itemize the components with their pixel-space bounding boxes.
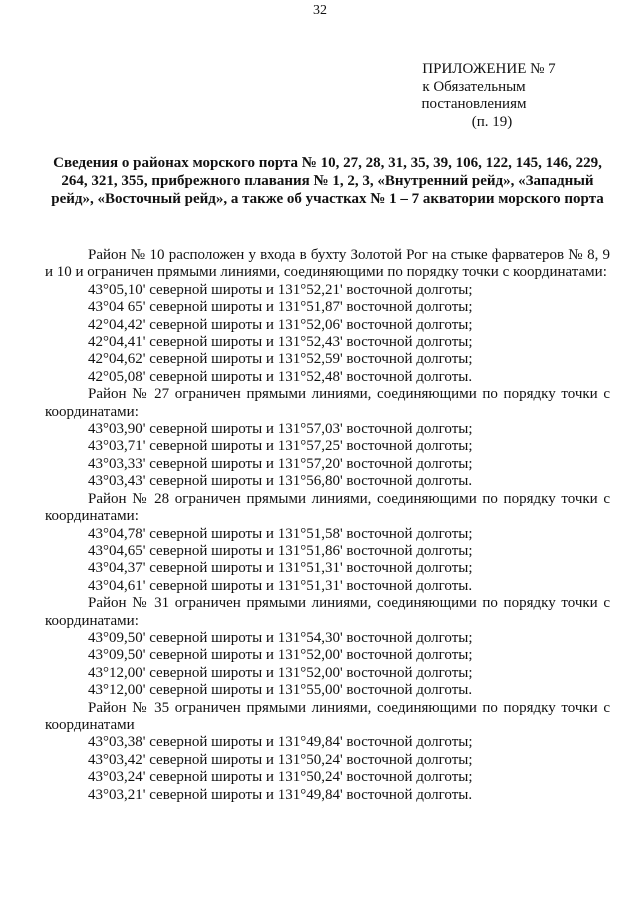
coordinate-line: 43°03,71' северной широты и 131°57,25' восточной долготы; (88, 438, 473, 455)
district-description: Район № 10 расположен у входа в бухту Золотой Рог на стыке фарватеров № 8, 9 и 10 и ограничен прямыми линиями, соединяющими по порядку точки с координатами: (45, 247, 610, 281)
appendix-header (383, 61, 565, 131)
coordinate-line: 43°09,50' северной широты и 131°52,00' восточной долготы; (88, 647, 473, 664)
coordinate-line: 43°12,00' северной широты и 131°52,00' восточной долготы; (88, 664, 473, 681)
district-section (45, 491, 610, 595)
page-number: 32 (313, 3, 327, 18)
coordinate-line: 43°04,61' северной широты и 131°51,31' восточной долготы. (88, 577, 473, 594)
coordinate-line: 42°04,41' северной широты и 131°52,43' восточной долготы; (88, 334, 473, 351)
district-description: Район № 27 ограничен прямыми линиями, соединяющими по порядку точки с координатами: (45, 386, 610, 420)
coordinate-line: 43°05,10' северной широты и 131°52,21' восточной долготы; (88, 281, 473, 298)
coordinate-line: 43°09,50' северной широты и 131°54,30' восточной долготы; (88, 629, 473, 646)
coordinate-line: 42°04,42' северной широты и 131°52,06' восточной долготы; (88, 316, 473, 333)
document-title: Сведения о районах морского порта № 10, 27, 28, 31, 35, 39, 106, 122, 145, 146, 229, 264, 321, 355, прибрежного плавания № 1, 2, 3, «Внутренний рейд», «Западный рейд», «Восточный рейд», а также об участках № 1 – 7 акватории морского порта (51, 155, 604, 207)
document-body (45, 247, 610, 804)
coordinate-line: 43°04 65' северной широты и 131°51,87' восточной долготы; (88, 299, 473, 316)
district-description: Район № 35 ограничен прямыми линиями, соединяющими по порядку точки с координатами (45, 699, 610, 733)
coordinate-line: 43°04,78' северной широты и 131°51,58' восточной долготы; (88, 525, 473, 542)
district-section (45, 386, 610, 490)
appendix-reference: к Обязательным постановлениям (421, 78, 527, 112)
coordinate-line: 43°12,00' северной широты и 131°55,00' восточной долготы. (88, 682, 473, 699)
coordinate-line: 43°03,24' северной широты и 131°50,24' восточной долготы; (88, 769, 473, 786)
district-description: Район № 28 ограничен прямыми линиями, соединяющими по порядку точки с координатами: (45, 490, 610, 525)
coordinate-line: 43°03,33' северной широты и 131°57,20' восточной долготы; (88, 455, 473, 472)
coordinate-line: 43°03,21' северной широты и 131°49,84' восточной долготы. (88, 786, 473, 803)
appendix-clause: (п. 19) (471, 113, 513, 130)
coordinate-line: 43°03,90' северной широты и 131°57,03' восточной долготы; (88, 421, 473, 438)
district-section (45, 595, 610, 699)
coordinate-line: 42°05,08' северной широты и 131°52,48' восточной долготы. (88, 368, 473, 385)
appendix-title: ПРИЛОЖЕНИЕ № 7 (422, 61, 556, 77)
coordinate-line: 43°03,42' северной широты и 131°50,24' восточной долготы; (88, 751, 473, 768)
coordinate-line: 43°04,65' северной широты и 131°51,86' восточной долготы; (88, 542, 473, 559)
district-description: Район № 31 ограничен прямыми линиями, соединяющими по порядку точки с координатами: (45, 595, 610, 629)
coordinate-line: 43°03,43' северной широты и 131°56,80' восточной долготы. (88, 473, 473, 490)
district-section (45, 700, 610, 804)
coordinate-line: 42°04,62' северной широты и 131°52,59' восточной долготы; (88, 351, 473, 368)
coordinate-line: 43°04,37' северной широты и 131°51,31' восточной долготы; (88, 560, 473, 577)
coordinate-line: 43°03,38' северной широты и 131°49,84' восточной долготы; (88, 734, 473, 751)
district-section (45, 247, 610, 386)
